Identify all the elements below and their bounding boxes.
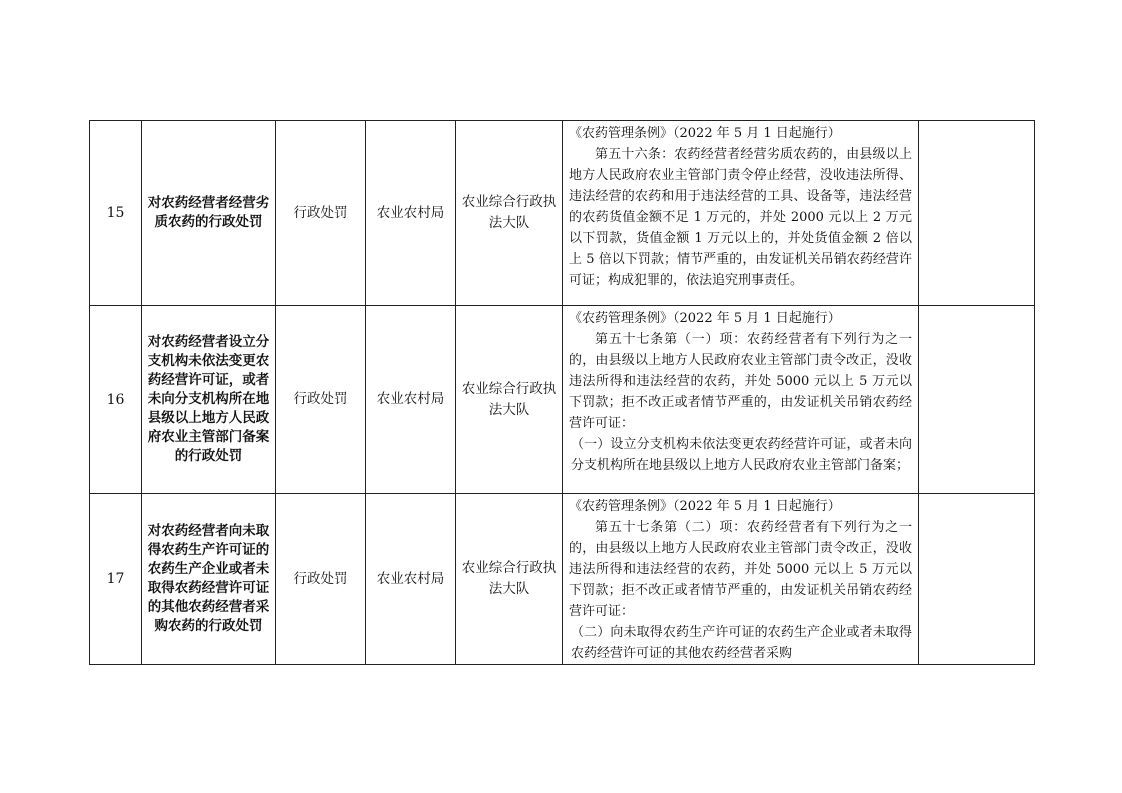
table-row	[90, 121, 1035, 306]
responsible-department: 农业农村局	[366, 494, 456, 665]
legal-basis	[563, 494, 919, 665]
table-row	[90, 494, 1035, 665]
item-name: 对农药经营者设立分支机构未依法变更农药经营许可证，或者未向分支机构所在地县级以上地方人民政府农业主管部门备案的行政处罚	[142, 306, 276, 494]
legal-basis	[563, 306, 919, 494]
executing-unit: 农业综合行政执法大队	[456, 494, 563, 665]
basis-title: 《农药管理条例》（2022 年 5 月 1 日起施行）	[569, 499, 841, 514]
basis-clause: （二）向未取得农药生产许可证的农药生产企业或者未取得农药经营许可证的其他农药经营者采购	[571, 625, 912, 661]
item-category: 行政处罚	[276, 306, 366, 494]
basis-clause: （一）设立分支机构未依法变更农药经营许可证，或者未向分支机构所在地县级以上地方人民政府农业主管部门备案；	[571, 437, 912, 473]
legal-basis	[563, 121, 919, 306]
basis-title: 《农药管理条例》（2022 年 5 月 1 日起施行）	[569, 126, 841, 141]
remarks-cell	[919, 306, 1035, 494]
row-number: 17	[90, 494, 142, 665]
table-row	[90, 306, 1035, 494]
basis-body: 第五十七条第（二）项：农药经营者有下列行为之一的，由县级以上地方人民政府农业主管部门责令改正，没收违法所得和违法经营的农药，并处 5000 元以上 5 万元以下罚款；拒不改正或者情节严重的，由发证机关吊销农药经营许可证：	[569, 520, 912, 619]
remarks-cell	[919, 121, 1035, 306]
responsible-department: 农业农村局	[366, 121, 456, 306]
item-name: 对农药经营者向未取得农药生产许可证的农药生产企业或者未取得农药经营许可证的其他农药经营者采购农药的行政处罚	[142, 494, 276, 665]
item-category: 行政处罚	[276, 494, 366, 665]
row-number: 16	[90, 306, 142, 494]
item-name: 对农药经营者经营劣质农药的行政处罚	[142, 121, 276, 306]
basis-body: 第五十六条：农药经营者经营劣质农药的，由县级以上地方人民政府农业主管部门责令停止经营，没收违法所得、违法经营的农药和用于违法经营的工具、设备等，违法经营的农药货值金额不足 1 万元的，并处 2000 元以上 2 万元以下罚款，货值金额 1 万元以上的，并处货值金额 2 倍以上 5 倍以下罚款；情节严重的，由发证机关吊销农药经营许可证；构成犯罪的，依法追究刑事责任。	[569, 147, 912, 288]
remarks-cell	[919, 494, 1035, 665]
responsible-department: 农业农村局	[366, 306, 456, 494]
item-category: 行政处罚	[276, 121, 366, 306]
executing-unit: 农业综合行政执法大队	[456, 306, 563, 494]
basis-body: 第五十七条第（一）项：农药经营者有下列行为之一的，由县级以上地方人民政府农业主管部门责令改正，没收违法所得和违法经营的农药，并处 5000 元以上 5 万元以下罚款；拒不改正或者情节严重的，由发证机关吊销农药经营许可证：	[569, 332, 912, 431]
executing-unit: 农业综合行政执法大队	[456, 121, 563, 306]
penalty-table	[89, 120, 1035, 665]
basis-title: 《农药管理条例》（2022 年 5 月 1 日起施行）	[569, 311, 841, 326]
row-number: 15	[90, 121, 142, 306]
